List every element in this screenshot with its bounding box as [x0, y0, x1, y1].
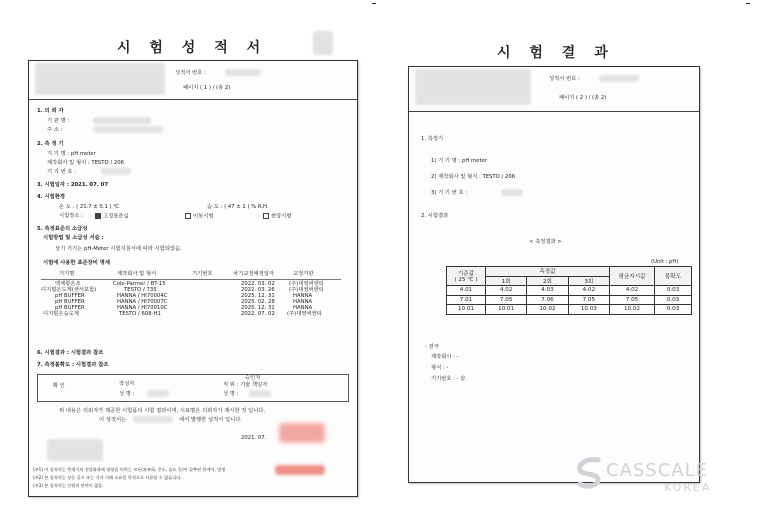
traceability-desc: 상기 기기는 pH-Meter 시험지침서에 따라 시험되었음.: [55, 246, 182, 252]
table-cell: 2025. 12. 31: [241, 293, 275, 299]
table-cell: TESTO / 735: [124, 287, 157, 293]
footnote-1: (주1) 이 성적서는 측정기의 전달화학에 영향을 미치는 모든(과부하, 온도, 습도 등)이 갖추된 한계서, 발생: [33, 467, 226, 472]
test-place-mobile: 이동시험: [185, 213, 213, 220]
instrument-serial: 기 기 번 호 :: [47, 169, 76, 175]
test-date: 3. 시험일자 : 2021. 07. 07: [37, 182, 109, 188]
redacted-company: [93, 117, 151, 124]
table-cell: 0.03: [655, 286, 692, 296]
divider: [41, 279, 341, 280]
table-cell: 4.02: [568, 286, 609, 296]
approver-position: 직 위 : 기술 책임자: [223, 382, 268, 388]
header-run-3: 3회: [568, 276, 609, 286]
table-row: [447, 295, 692, 305]
instrument-name: 기 기 명 : pH meter: [47, 151, 96, 157]
table-cell: (주)대영써엔티: [289, 281, 324, 287]
table-header-row: [447, 267, 692, 277]
header-average: 평균지시값: [610, 267, 655, 286]
table-cell: HANNA: [293, 299, 313, 305]
table-cell: 7.05: [568, 295, 609, 305]
red-stamp: [275, 465, 325, 475]
writer-name-label: 성 명 :: [119, 391, 135, 397]
page-2-title: 시 험 결 과: [497, 45, 615, 61]
table-cell: pH BUFFER: [55, 299, 85, 305]
requester-company-label: 기 관 명 :: [47, 118, 70, 124]
table-cell: 4.02: [610, 286, 655, 296]
divider: [372, 3, 376, 4]
checkbox-icon: [185, 213, 191, 219]
divider: [409, 111, 699, 112]
confirm-label: 확 인: [53, 383, 65, 389]
section-test-results: 6. 시험결과 : 시험결과 참조: [37, 350, 104, 356]
electrode-heading: - 전극: [425, 344, 439, 350]
table-cell: 7.06: [527, 295, 568, 305]
col-header: 제작회사 및 형식: [117, 271, 157, 277]
table-cell: pH BUFFER: [55, 293, 85, 299]
divider: [29, 99, 357, 100]
table-row: [447, 305, 692, 315]
table-cell: (주)대영써엔티: [287, 311, 322, 317]
approval-box: [37, 374, 349, 402]
redacted-cert-no: [225, 69, 261, 76]
header-reference: 기준값 ( 25 ℃ ): [447, 267, 486, 286]
electrode-maker: 제작회사 : -: [431, 354, 459, 360]
section-environment-heading: 4. 시험환경: [37, 194, 66, 200]
redacted-writer-name: [147, 390, 169, 397]
table-cell: HANNA: [293, 305, 313, 311]
redacted-issuer-logo: [47, 439, 103, 461]
standard-equipment-title: 시험에 사용한 표준장비 명세: [43, 260, 110, 266]
test-place-site: 현장시험: [263, 213, 291, 220]
table-cell: 디지털온습도계: [43, 311, 79, 317]
footnote-3: (주3) 본 성적서는 인원과 관련이 없음.: [33, 483, 104, 488]
table-cell: 2022. 03. 02: [241, 281, 275, 287]
table-row: [447, 286, 692, 296]
section-results-heading: 2. 시험결과: [421, 213, 449, 219]
section-requester-heading: 1. 의 뢰 자: [37, 108, 64, 114]
section-instrument-heading: 2. 측 정 기: [37, 141, 64, 147]
table-cell: 10.01: [447, 305, 486, 315]
env-humidity: 습 도 : ( 47 ± 1 ) % R.H.: [207, 204, 269, 210]
section-traceability-heading: 5. 측정표준의 소급성: [37, 226, 88, 232]
table-cell: 2022. 03. 26: [241, 287, 275, 293]
instrument-maker: 제작회사 및 형식 : TESTO / 206: [47, 160, 124, 166]
certificate-page-2: [408, 45, 700, 483]
redacted-address: [93, 126, 163, 133]
redacted-serial: [501, 189, 523, 196]
company-seal-stamp: [279, 423, 325, 443]
certificate-page-1: [28, 40, 358, 497]
col-header: 교정기관: [293, 271, 314, 277]
redacted-logo: [415, 69, 531, 105]
table-cell: Cole-Parmer / BT-15: [113, 281, 166, 287]
section-uncertainty: 7. 측정불확도 : 시험결과 참조: [37, 362, 109, 368]
table-cell: 10.02: [610, 305, 655, 315]
redacted-logo: [35, 63, 165, 95]
table-cell: 10.02: [527, 305, 568, 315]
casscale-logo-icon: [576, 456, 604, 490]
divider: [746, 3, 750, 4]
header-measured: 측정값: [486, 267, 610, 277]
statement-line-2a: 이 성적서는: [99, 417, 127, 423]
table-cell: 4.02: [486, 286, 527, 296]
results-caption: < 측정결과 >: [529, 239, 562, 245]
section-instrument-heading: 1. 측정기: [421, 136, 444, 142]
table-cell: (주)대영써엔티: [289, 287, 324, 293]
table-cell: 디지털온도계(센서포함): [41, 287, 97, 293]
writer-label: 작성자: [119, 381, 135, 387]
watermark-brand: CASSCALE: [606, 460, 709, 481]
table-cell: 4.03: [527, 286, 568, 296]
instrument-name: 1) 기 기 명 : pH meter: [431, 158, 487, 164]
test-place-label: 시험장소 :: [59, 213, 83, 219]
table-cell: pH BUFFER: [55, 305, 85, 311]
redacted-serial: [101, 168, 131, 175]
requester-address-label: 주 소 :: [47, 127, 63, 133]
page-indicator: 페이지 ( 2 ) / (총 2): [559, 95, 607, 101]
issue-date: 2021. 07.: [241, 435, 267, 441]
footnote-2: (주2) 본 성적서는 상동 공구 또는 기자 거래 소유물 목적으로 사용할 수 없습니다.: [33, 475, 182, 480]
unit-label: (Unit : pH): [651, 259, 679, 265]
page-1-title: 시 험 성 적 서: [117, 40, 268, 56]
instrument-maker: 2) 제작회사 및 형식 : TESTO / 206: [431, 174, 516, 180]
watermark-subbrand: KOREA: [664, 481, 712, 494]
traceability-method: 시험방법 및 소급성 서술 :: [43, 235, 104, 241]
redacted-issuer: [133, 416, 173, 423]
redacted-cert-no: [599, 75, 639, 82]
table-cell: 2025. 12. 31: [241, 305, 275, 311]
results-table: [446, 266, 692, 315]
instrument-serial: 3) 기 기 번 호 :: [431, 190, 468, 196]
table-cell: HANNA / HI70010C: [117, 305, 168, 311]
checkbox-icon: [263, 213, 269, 219]
statement-line-1: 위 내용은 의뢰자가 제공한 시험품의 시험 결과이며, 시료명은 의뢰자가 제시한 것 입니다.: [59, 408, 266, 414]
cert-no-label: 성적서 번호 :: [175, 70, 206, 76]
electrode-serial: 기기번호 : - 끝.: [431, 376, 468, 382]
col-header: 차기교정예정일자: [233, 271, 274, 277]
test-place-fixed: 고정표준실: [95, 213, 129, 220]
statement-line-2b: 에서 발행한 성적서 입니다.: [179, 417, 243, 423]
col-header: 기기명: [59, 271, 75, 277]
table-cell: 7.05: [486, 295, 527, 305]
table-cell: 10.03: [568, 305, 609, 315]
table-cell: 2025. 02. 28: [241, 299, 275, 305]
header-uncertainty: 불확도: [655, 267, 692, 286]
electrode-model: 형식 : -: [431, 365, 449, 371]
table-cell: 0.03: [655, 295, 692, 305]
table-cell: 액체항온조: [55, 281, 81, 287]
checked-box-icon: [95, 213, 101, 219]
header-run-1: 1회: [486, 276, 527, 286]
table-cell: HANNA: [293, 293, 313, 299]
table-cell: 7.01: [447, 295, 486, 305]
env-temperature: 온 도 : ( 21.7 ± 0.1 ) ℃: [59, 204, 120, 210]
table-cell: 2022. 07. 02: [241, 311, 275, 317]
redacted-approver-name: [249, 390, 271, 397]
redacted-area: [313, 31, 333, 55]
table-cell: 4.01: [447, 286, 486, 296]
header-run-2: 2회: [527, 276, 568, 286]
table-cell: TESTO / 608-H1: [119, 311, 161, 317]
table-cell: HANNA / HI70007C: [117, 299, 168, 305]
table-cell: HANNA / HI70004C: [117, 293, 168, 299]
cert-no-label: 성적서 번호 :: [549, 76, 580, 82]
col-header: 기기번호: [192, 271, 213, 277]
approver-name-label: 성 명 :: [223, 391, 239, 397]
table-cell: 0.03: [655, 305, 692, 315]
table-cell: 10.01: [486, 305, 527, 315]
table-cell: 7.05: [610, 295, 655, 305]
approver-label: 승인자: [245, 375, 261, 381]
page-indicator: 페이지 ( 1 ) / (총 2): [183, 85, 231, 91]
